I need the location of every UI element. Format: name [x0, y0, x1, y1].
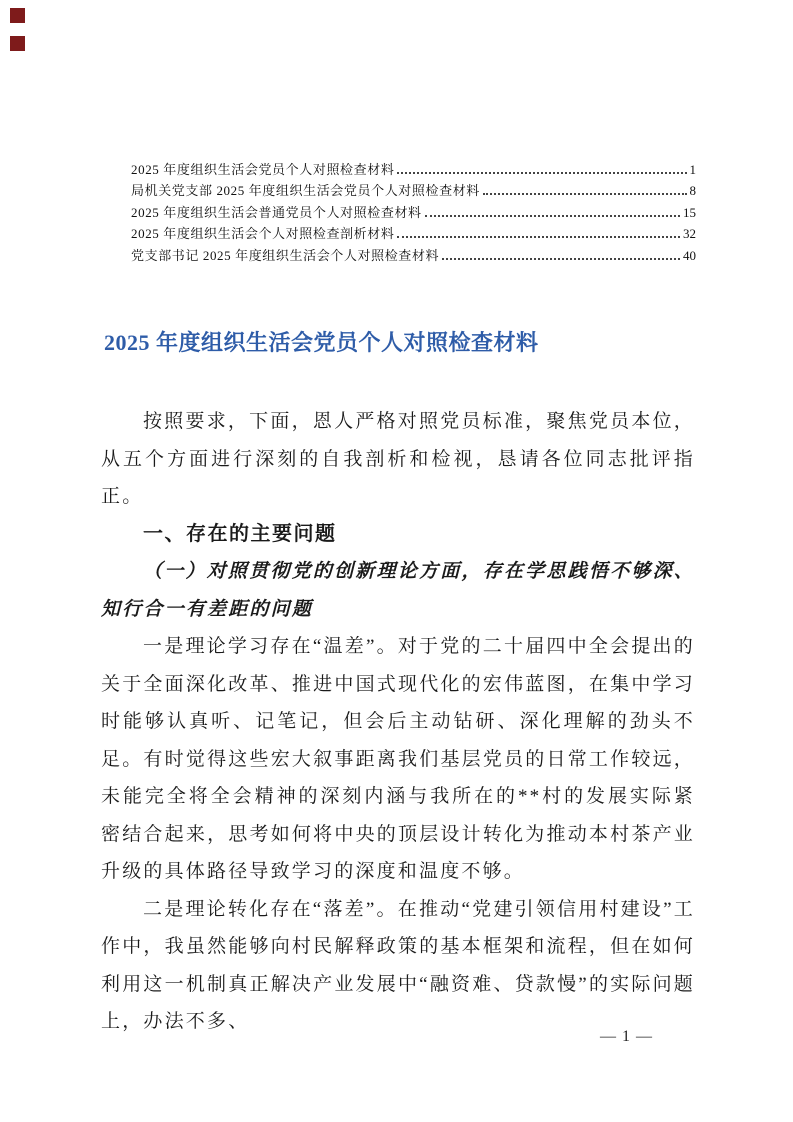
- toc-entry[interactable]: [131, 180, 696, 201]
- toc-dot-leader: [397, 172, 686, 174]
- toc-entry-title: 党支部书记 2025 年度组织生活会个人对照检查材料: [131, 247, 440, 263]
- toc-entry-title: 2025 年度组织生活会普通党员个人对照检查材料: [131, 204, 422, 220]
- toc-page-number: 8: [689, 183, 696, 199]
- table-of-contents: [131, 159, 696, 266]
- toc-dot-leader: [483, 193, 687, 195]
- intro-paragraph: 按照要求，下面，恩人严格对照党员标准，聚焦党员本位，从五个方面进行深刻的自我剖析和检视，恳请各位同志批评指正。: [101, 411, 695, 507]
- section-heading: 一、存在的主要问题: [143, 522, 337, 545]
- page-number: — 1 —: [600, 1028, 653, 1045]
- corner-marker-icon: [10, 8, 25, 23]
- document-body: [101, 403, 695, 1041]
- body-paragraph-2: 二是理论转化存在“落差”。在推动“党建引领信用村建设”工作中，我虽然能够向村民解释政策的基本框架和流程，但在如何利用这一机制真正解决产业发展中“融资难、贷款慢”的实际问题上，办法不多、: [101, 898, 695, 1032]
- subsection-heading: （一）对照贯彻党的创新理论方面，存在学思践悟不够深、知行合一有差距的问题: [101, 561, 695, 620]
- toc-entry-title: 2025 年度组织生活会党员个人对照检查材料: [131, 162, 395, 177]
- toc-entry[interactable]: [131, 202, 696, 223]
- toc-entry-title: 2025 年度组织生活会个人对照检查剖析材料: [131, 226, 395, 242]
- toc-entry[interactable]: [131, 223, 696, 244]
- toc-entry[interactable]: [131, 245, 696, 266]
- toc-page-number: 40: [683, 247, 696, 263]
- body-paragraph-1: 一是理论学习存在“温差”。对于党的二十届四中全会提出的关于全面深化改革、推进中国式现代化的宏伟蓝图，在集中学习时能够认真听、记笔记，但会后主动钻研、深化理解的劲头不足。有时觉得这些宏大叙事距离我们基层党员的日常工作较远，未能完全将全会精神的深刻内涵与我所在的**村的发展实际紧密结合起来，思考如何将中央的顶层设计转化为推动本村茶产业升级的具体路径导致学习的深度和温度不够。: [101, 636, 695, 882]
- corner-marker-icon: [10, 36, 25, 51]
- toc-dot-leader: [442, 258, 680, 260]
- document-title: 2025 年度组织生活会党员个人对照检查材料: [104, 330, 539, 355]
- toc-page-number: 32: [683, 226, 696, 242]
- toc-entry[interactable]: [131, 159, 696, 180]
- toc-entry-title: 局机关党支部 2025 年度组织生活会党员个人对照检查材料: [131, 183, 480, 199]
- toc-dot-leader: [425, 215, 680, 217]
- toc-page-number: 15: [683, 204, 696, 220]
- toc-dot-leader: [397, 236, 680, 238]
- toc-page-number: 1: [689, 162, 696, 177]
